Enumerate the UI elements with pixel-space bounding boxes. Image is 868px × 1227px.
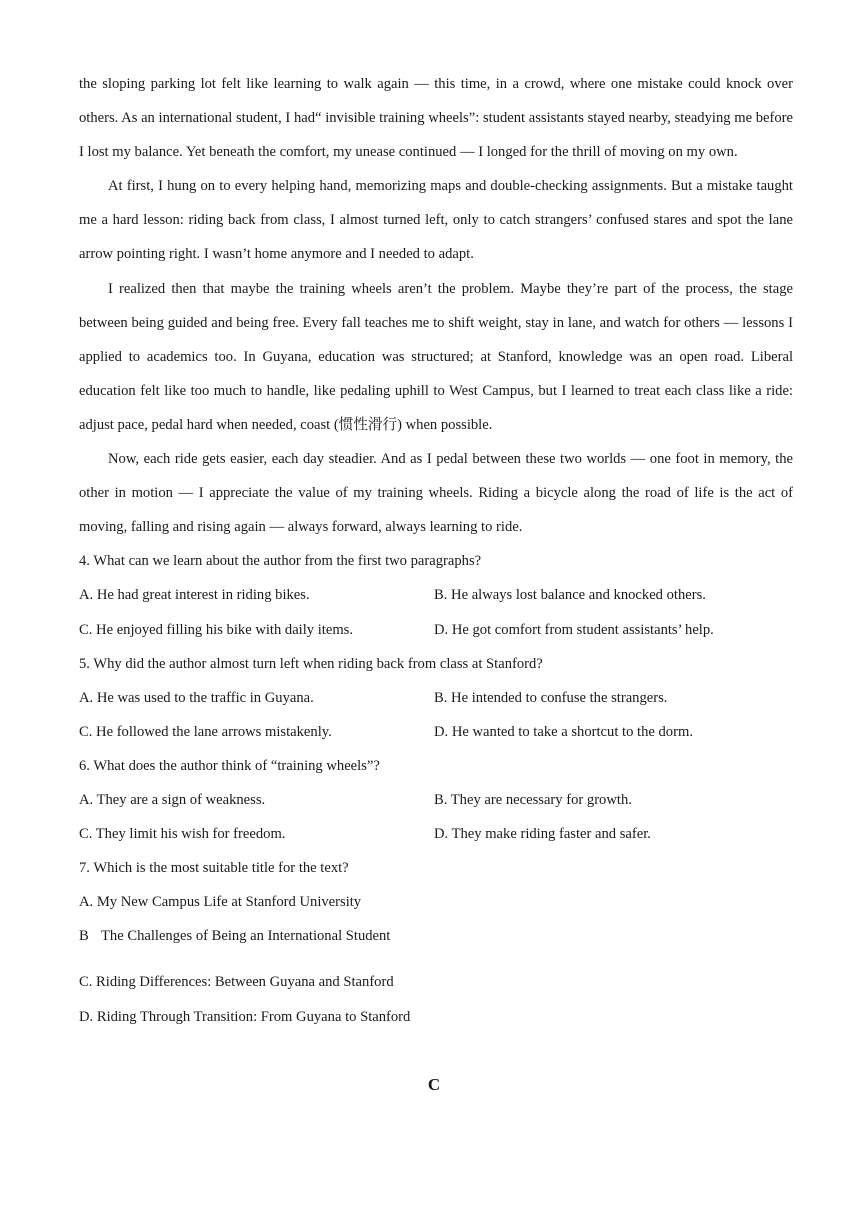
- option-d: D. They make riding faster and safer.: [434, 826, 651, 843]
- option-row: [79, 715, 793, 749]
- option-row: [79, 681, 793, 715]
- option-d: D. He wanted to take a shortcut to the dorm.: [434, 723, 693, 740]
- document-page: [79, 67, 793, 1034]
- option-d: D. He got comfort from student assistants’ help.: [434, 621, 714, 638]
- option-row: [79, 783, 793, 817]
- section-heading: C: [427, 1075, 441, 1094]
- question-5: [79, 647, 793, 749]
- option-b: B. He intended to confuse the strangers.: [434, 689, 668, 706]
- question-4: [79, 544, 793, 646]
- passage-paragraph-3: I realized then that maybe the training wheels aren’t the problem. Maybe they’re part of the process, the stage between being guided and being free. Every fall teaches me to shift weight, stay in lane, and watch for others — lessons I applied to academics too. In Guyana, education was structured; at Stanford, knowledge was an open road. Liberal education felt like too much to handle, like pedaling uphill to West Campus, but I learned to treat each class like a ride: adjust pace, pedal hard when needed, coast (惯性滑行) when possible.: [79, 280, 793, 433]
- option-a: A. They are a sign of weakness.: [79, 791, 266, 808]
- passage-paragraph-1: the sloping parking lot felt like learning to walk again — this time, in a crowd, where one mistake could knock over others. As an international student, I had“ invisible training wheels”: student assistants stayed nearby, steadying me before I lost my balance. Yet beneath the comfort, my unease continued — I longed for the thrill of moving on my own.: [79, 76, 793, 161]
- option-row: [79, 578, 793, 612]
- question-stem: 5. Why did the author almost turn left when riding back from class at Stanford?: [79, 655, 543, 672]
- option-b: [79, 919, 793, 953]
- question-stem: 6. What does the author think of “training wheels”?: [79, 757, 380, 774]
- question-6: [79, 749, 793, 851]
- question-stem: 4. What can we learn about the author from the first two paragraphs?: [79, 553, 482, 570]
- question-7: [79, 851, 793, 1033]
- option-row: [79, 613, 793, 647]
- option-b: B. They are necessary for growth.: [434, 791, 632, 808]
- option-d: D. Riding Through Transition: From Guyana to Stanford: [79, 1008, 411, 1025]
- option-a: A. He had great interest in riding bikes.: [79, 587, 310, 604]
- option-a: A. He was used to the traffic in Guyana.: [79, 689, 314, 706]
- option-b-label: B: [79, 928, 89, 945]
- option-c: C. He followed the lane arrows mistakenly.: [79, 723, 332, 740]
- passage-paragraph-2: At first, I hung on to every helping hand, memorizing maps and double-checking assignments. But a mistake taught me a hard lesson: riding back from class, I almost turned left, only to catch strangers’ confused stares and spot the lane arrow pointing right. I wasn’t home anymore and I needed to adapt.: [79, 178, 793, 263]
- spacer: [79, 953, 793, 965]
- option-row: [79, 817, 793, 851]
- question-stem: 7. Which is the most suitable title for the text?: [79, 860, 349, 877]
- option-b-text: The Challenges of Being an International Student: [101, 928, 391, 945]
- option-b: B. He always lost balance and knocked others.: [434, 587, 706, 604]
- passage-paragraph-4: Now, each ride gets easier, each day steadier. And as I pedal between these two worlds — one foot in memory, the other in motion — I appreciate the value of my training wheels. Riding a bicycle along the road of life is the act of moving, falling and rising again — always forward, always learning to ride.: [79, 451, 793, 536]
- option-a: A. My New Campus Life at Stanford University: [79, 894, 362, 911]
- option-c: C. He enjoyed filling his bike with daily items.: [79, 621, 354, 638]
- option-c: C. Riding Differences: Between Guyana and Stanford: [79, 974, 394, 991]
- option-c: C. They limit his wish for freedom.: [79, 826, 286, 843]
